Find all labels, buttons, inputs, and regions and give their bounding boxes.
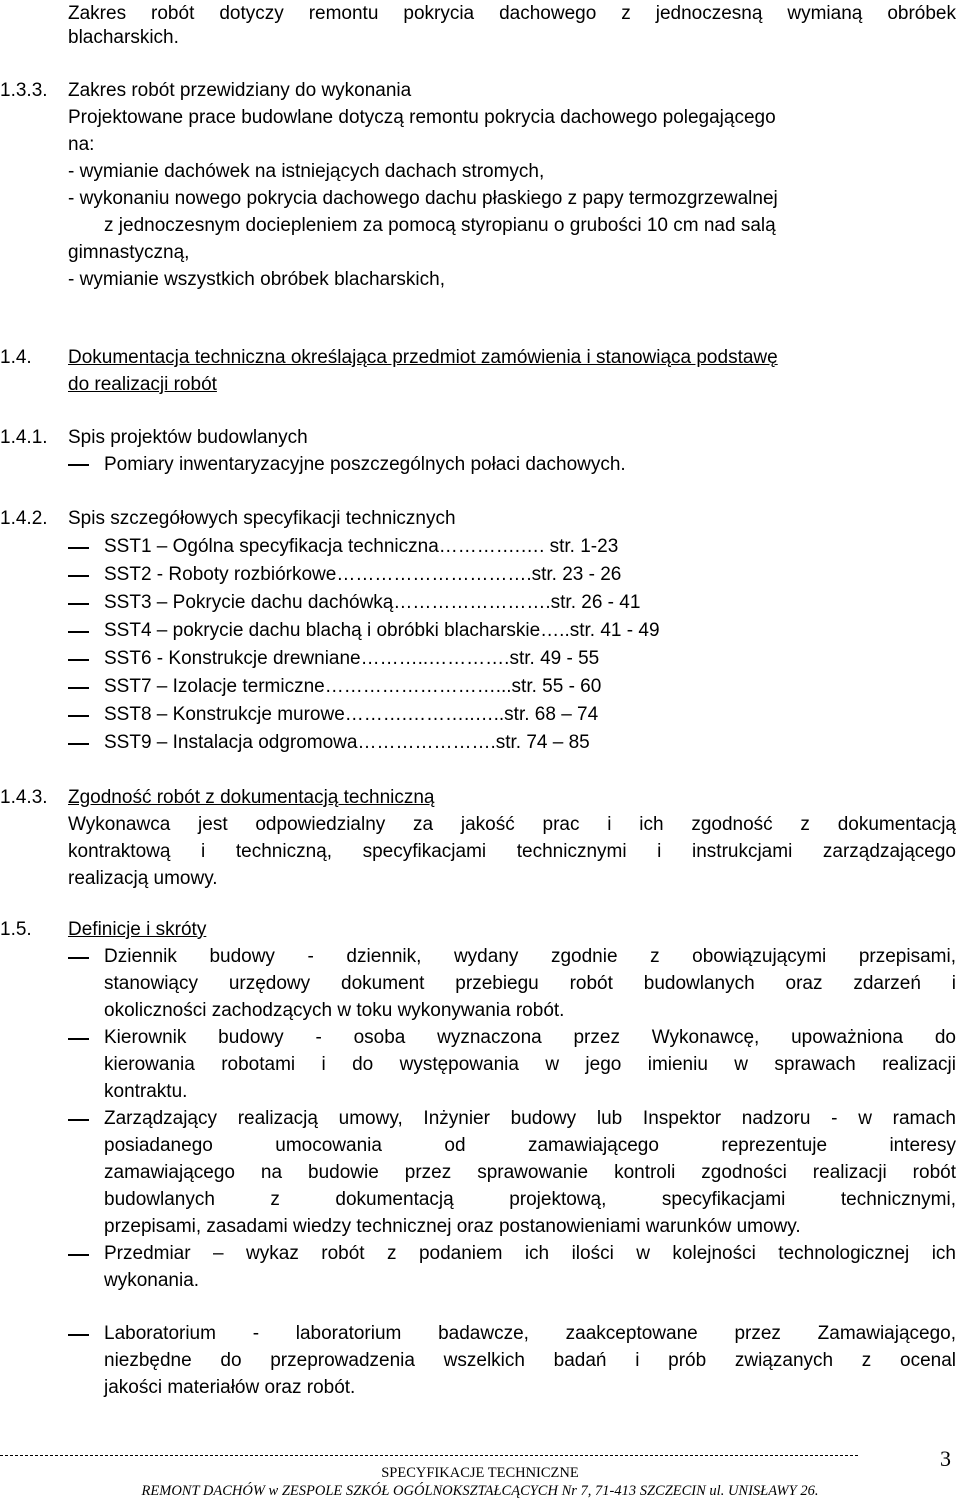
definition-line: kierowania robotami i do występowania w jego imieniu w sprawach realizacji	[104, 1054, 956, 1075]
dash-bullet	[68, 1038, 89, 1040]
bullet-item: - wymianie wszystkich obróbek blacharskich,	[68, 269, 445, 290]
spec-list-item: SST2 - Roboty rozbiórkowe………………………….str. 23 - 26	[104, 564, 622, 585]
spec-list-item: SST7 – Izolacje termiczne………………………...str. 55 - 60	[104, 676, 602, 697]
dash-bullet	[68, 743, 89, 745]
definition-line: wykonania.	[104, 1270, 200, 1291]
paragraph-line: Projektowane prace budowlane dotyczą remontu pokrycia dachowego polegającego	[68, 107, 776, 128]
bullet-item: - wymianie dachówek na istniejących dachach stromych,	[68, 161, 545, 182]
section-number-1-4-1: 1.4.1.	[0, 427, 48, 448]
definition-line: zamawiającego na budowie przez sprawowanie kontroli zgodności realizacji robót	[104, 1162, 956, 1183]
dash-bullet	[68, 464, 89, 466]
spec-list-item: SST4 – pokrycie dachu blachą i obróbki blacharskie…..str. 41 - 49	[104, 620, 660, 641]
dash-bullet	[68, 603, 89, 605]
section-number-1-4-2: 1.4.2.	[0, 508, 48, 529]
section-number-1-4-3: 1.4.3.	[0, 787, 48, 808]
definition-line: Laboratorium - laboratorium badawcze, zaakceptowane przez Zamawiającego,	[104, 1323, 956, 1344]
definition-line: przepisami, zasadami wiedzy technicznej oraz postanowieniami warunków umowy.	[104, 1216, 801, 1237]
spec-list-item: SST6 - Konstrukcje drewniane………..………….str. 49 - 55	[104, 648, 600, 669]
definition-line: stanowiący urzędowy dokument przebiegu robót budowlanych oraz zdarzeń i	[104, 973, 956, 994]
bullet-continuation: gimnastyczną,	[68, 242, 190, 263]
intro-line-2: blacharskich.	[68, 27, 179, 48]
section-number-1-4: 1.4.	[0, 347, 32, 368]
dash-bullet	[68, 957, 89, 959]
dash-bullet	[68, 687, 89, 689]
section-title-1-4-2: Spis szczegółowych specyfikacji technicznych	[68, 508, 456, 529]
project-list-item: Pomiary inwentaryzacyjne poszczególnych połaci dachowych.	[104, 454, 626, 475]
definition-line: Kierownik budowy - osoba wyznaczona przez Wykonawcę, upoważniona do	[104, 1027, 956, 1048]
definition-line: Przedmiar – wykaz robót z podaniem ich ilości w kolejności technologicznej ich	[104, 1243, 956, 1264]
section-title-1-4-3: Zgodność robót z dokumentacją techniczną	[68, 787, 435, 808]
spec-list-item: SST9 – Instalacja odgromowa………………….str. 74 – 85	[104, 732, 590, 753]
section-title-1-4-1: Spis projektów budowlanych	[68, 427, 308, 448]
dash-bullet	[68, 631, 89, 633]
dash-bullet	[68, 1254, 89, 1256]
section-title-1-3-3: Zakres robót przewidziany do wykonania	[68, 80, 412, 101]
bullet-item: - wykonaniu nowego pokrycia dachowego dachu płaskiego z papy termozgrzewalnej	[68, 188, 778, 209]
paragraph-line: Wykonawca jest odpowiedzialny za jakość prac i ich zgodność z dokumentacją	[68, 814, 956, 835]
section-number-1-5: 1.5.	[0, 919, 32, 940]
section-number-1-3-3: 1.3.3.	[0, 80, 48, 101]
bullet-continuation: z jednoczesnym dociepleniem za pomocą styropianu o grubości 10 cm nad salą	[104, 215, 776, 236]
definition-line: budowlanych z dokumentacją projektową, specyfikacjami technicznymi,	[104, 1189, 956, 1210]
section-title-1-4-line-1: Dokumentacja techniczna określająca przedmiot zamówienia i stanowiąca podstawę	[68, 347, 778, 368]
definition-line: Dziennik budowy - dziennik, wydany zgodnie z obowiązującymi przepisami,	[104, 946, 956, 967]
definition-line: kontraktu.	[104, 1081, 188, 1102]
definition-line: okoliczności zachodzących w toku wykonywania robót.	[104, 1000, 565, 1021]
dash-bullet	[68, 547, 89, 549]
page-number: 3	[940, 1446, 951, 1471]
dash-bullet	[68, 659, 89, 661]
dash-bullet	[68, 1334, 89, 1336]
definition-line: jakości materiałów oraz robót.	[104, 1377, 356, 1398]
dash-bullet	[68, 1119, 89, 1121]
spec-list-item: SST3 – Pokrycie dachu dachówką…………………….str. 26 - 41	[104, 592, 641, 613]
paragraph-line: na:	[68, 134, 95, 155]
footer-title: SPECYFIKACJE TECHNICZNE	[381, 1465, 579, 1481]
dash-bullet	[68, 715, 89, 717]
dash-bullet	[68, 575, 89, 577]
section-title-1-4-line-2: do realizacji robót	[68, 374, 217, 395]
footer-divider	[0, 1455, 858, 1456]
intro-line-1: Zakres robót dotyczy remontu pokrycia dachowego z jednoczesną wymianą obróbek	[68, 3, 956, 24]
paragraph-line: realizacją umowy.	[68, 868, 218, 889]
section-title-1-5: Definicje i skróty	[68, 919, 207, 940]
definition-line: Zarządzający realizacją umowy, Inżynier budowy lub Inspektor nadzoru - w ramach	[104, 1108, 956, 1129]
spec-list-item: SST8 – Konstrukcje murowe……….………..…..str. 68 – 74	[104, 704, 599, 725]
definition-line: posiadanego umocowania od zamawiającego reprezentuje interesy	[104, 1135, 956, 1156]
definition-line: niezbędne do przeprowadzenia wszelkich badań i prób związanych z ocenal	[104, 1350, 956, 1371]
footer-subtitle: REMONT DACHÓW w ZESPOLE SZKÓŁ OGÓLNOKSZTAŁCĄCYCH Nr 7, 71-413 SZCZECIN ul. UNISŁAWY 26.	[141, 1483, 819, 1499]
paragraph-line: kontraktową i techniczną, specyfikacjami technicznymi i instrukcjami zarządzającego	[68, 841, 956, 862]
spec-list-item: SST1 – Ogólna specyfikacja techniczna………….…. str. 1-23	[104, 536, 619, 557]
